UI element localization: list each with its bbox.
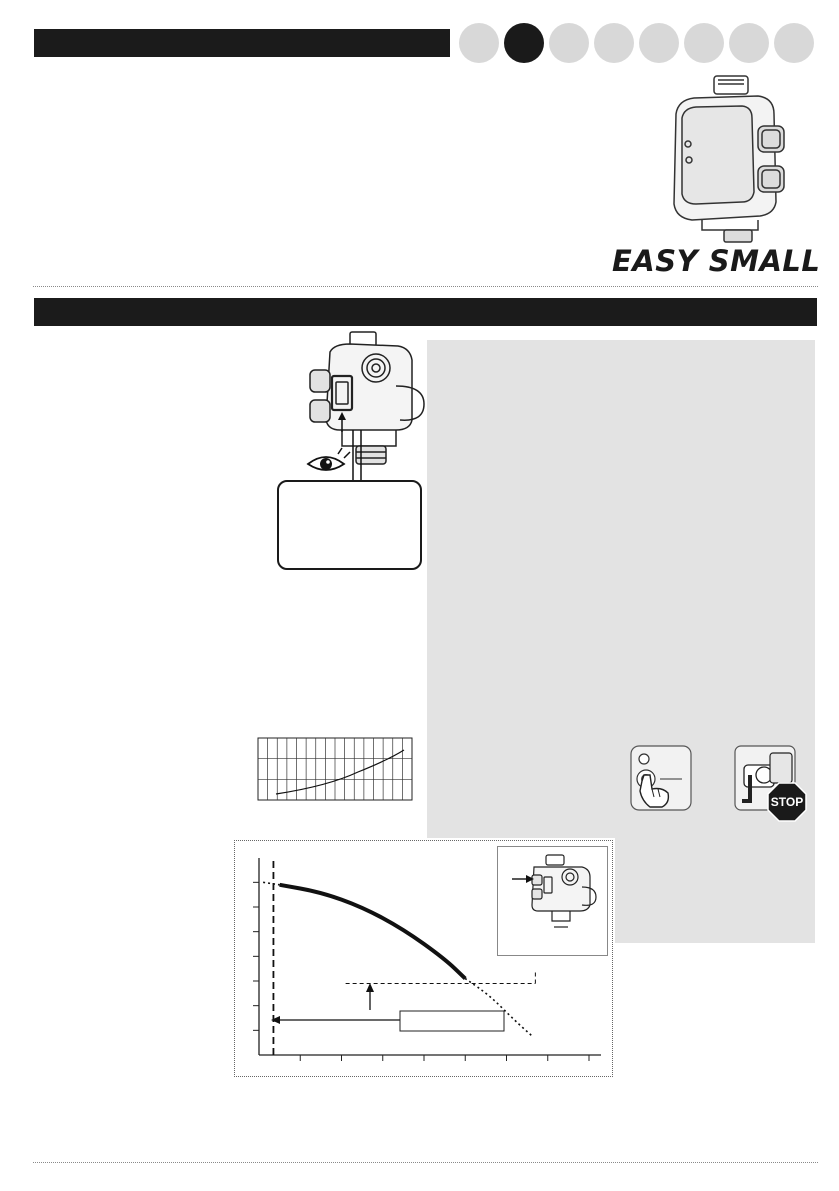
curve-series-1 xyxy=(280,885,466,979)
section-title-bar xyxy=(34,298,817,326)
hand-press-button-icon xyxy=(630,745,692,811)
legend-box xyxy=(400,1011,504,1031)
chapter-tab-4[interactable] xyxy=(594,23,634,63)
indicator-callout-box xyxy=(277,480,422,570)
chapter-tab-2[interactable] xyxy=(504,23,544,63)
small-grid-chart xyxy=(248,734,418,804)
inset-device-drawing xyxy=(498,847,606,953)
product-illustration xyxy=(662,74,802,246)
separator-bottom xyxy=(33,1162,818,1163)
curve-lead-in xyxy=(263,882,280,884)
chapter-tab-6[interactable] xyxy=(684,23,724,63)
brand-logo: EASY SMALL xyxy=(612,244,821,278)
separator-top xyxy=(33,286,818,287)
chapter-tab-3[interactable] xyxy=(549,23,589,63)
chapter-tab-8[interactable] xyxy=(774,23,814,63)
eye-icon xyxy=(306,446,354,476)
left-arrow-head xyxy=(271,1016,280,1024)
stop-sign-icon xyxy=(734,745,810,825)
stop-label: STOP xyxy=(770,795,804,809)
chapter-tab-1[interactable] xyxy=(459,23,499,63)
upward-arrow-head xyxy=(366,983,374,992)
chapter-tab-7[interactable] xyxy=(729,23,769,63)
chapter-tab-5[interactable] xyxy=(639,23,679,63)
header-title-bar xyxy=(34,29,450,57)
inset-device-box xyxy=(497,846,608,956)
